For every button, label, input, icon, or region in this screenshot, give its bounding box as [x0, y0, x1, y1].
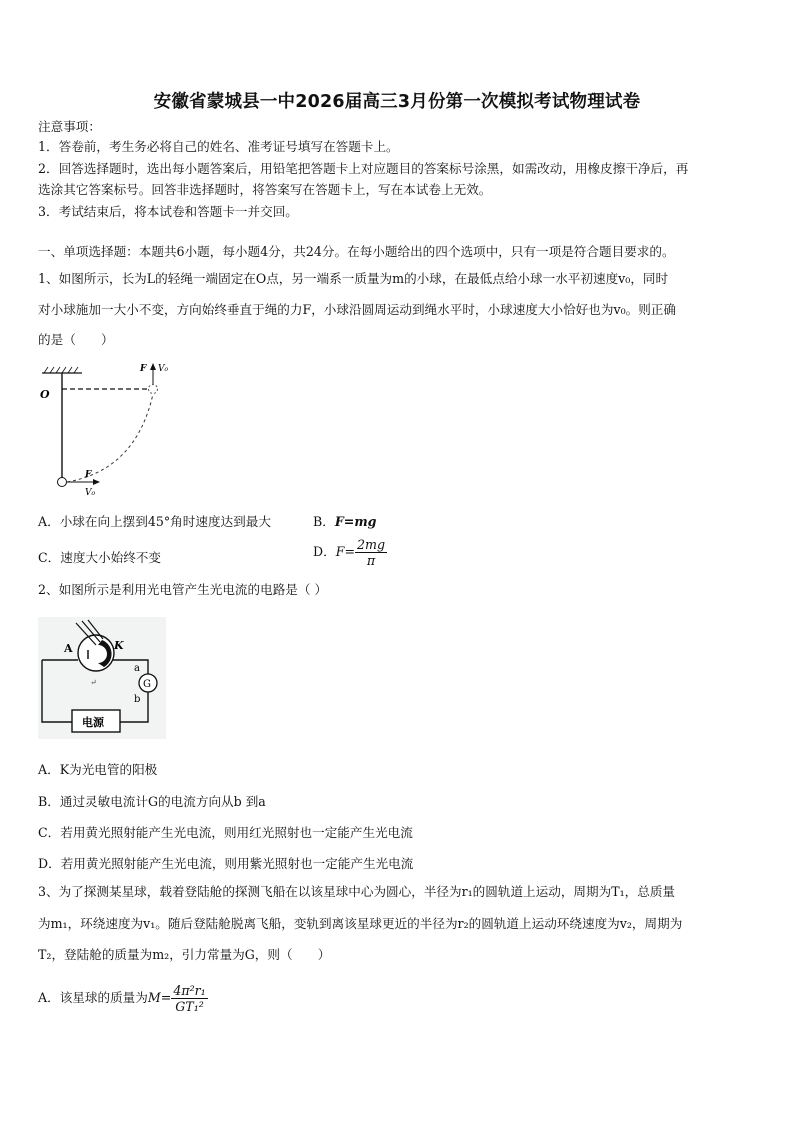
- arrow-right-head: [93, 479, 100, 485]
- q3-stem-line3: T₂，登陆舱的质量为m₂，引力常量为G，则（ ）: [38, 947, 331, 962]
- q1-option-d-fraction: [355, 537, 387, 568]
- q1-option-d-lhs: F=: [335, 544, 355, 559]
- label-power-source: 电源: [82, 716, 104, 729]
- notice-item-2: 2．回答选择题时，选出每小题答案后，用铅笔把答题卡上对应题目的答案标号涂黑，如需改动，用橡皮擦干净后，再: [38, 161, 689, 176]
- q1-option-d-numerator: 2mg: [357, 537, 386, 552]
- trajectory-arc: [67, 394, 153, 482]
- ball-bottom: [58, 478, 67, 487]
- q3-option-a-text: A．该星球的质量为: [38, 990, 148, 1005]
- q1-option-c[interactable]: C．速度大小始终不变: [38, 550, 161, 565]
- label-f-bottom: F: [85, 470, 92, 480]
- label-v-bottom: V₀: [85, 488, 96, 498]
- q1-option-b-prefix: B．: [313, 514, 335, 529]
- q1-option-d-prefix: D．: [313, 544, 336, 559]
- q3-option-a[interactable]: [38, 983, 208, 1014]
- q1-option-b[interactable]: [313, 511, 376, 530]
- q1-pendulum-figure: [36, 358, 176, 500]
- label-k: K: [114, 639, 124, 652]
- label-o: O: [40, 388, 50, 401]
- q2-option-d[interactable]: D．若用黄光照射能产生光电流，则用紫光照射也一定能产生光电流: [38, 856, 414, 871]
- q1-stem-line3: 的是（ ）: [38, 332, 114, 347]
- page-title: 安徽省蒙城县一中2026届高三3月份第一次模拟考试物理试卷: [153, 92, 641, 112]
- q3-option-a-numerator: 4π²r₁: [173, 983, 206, 998]
- q3-stem-line2: 为m₁，环绕速度为v₁。随后登陆舱脱离飞船，变轨到离该星球更近的半径为r₂的圆轨道上运动环绕速度为v₂，周期为: [38, 916, 683, 931]
- notice-item-1: 1．答卷前，考生务必将自己的姓名、准考证号填写在答题卡上。: [38, 139, 399, 154]
- notice-item-3: 3．考试结束后，将本试卷和答题卡一并交回。: [38, 204, 298, 219]
- section-heading: 一、单项选择题：本题共6小题，每小题4分，共24分。在每小题给出的四个选项中，只有一项是符合题目要求的。: [38, 244, 675, 259]
- ball-top: [149, 385, 158, 394]
- q3-option-a-denominator: GT₁²: [175, 999, 204, 1014]
- q1-option-a[interactable]: A．小球在向上摆到45°角时速度达到最大: [38, 514, 271, 529]
- q1-option-d-denominator: π: [366, 553, 376, 568]
- label-b-small: b: [134, 694, 141, 705]
- q3-option-a-fraction: [171, 983, 207, 1014]
- label-v-top: V₀: [158, 364, 169, 374]
- notice-heading: 注意事项：: [38, 119, 101, 134]
- q1-stem-line1: 1、如图所示，长为L的轻绳一端固定在O点，另一端系一质量为m的小球，在最低点给小球一水平初速度v₀，同时: [38, 271, 669, 286]
- q1-stem-line2: 对小球施加一大小不变，方向始终垂直于绳的力F，小球沿圆周运动到绳水平时，小球速度大小恰好也为v₀。则正确: [38, 302, 676, 317]
- q1-option-d[interactable]: [313, 537, 387, 568]
- q2-option-c[interactable]: C．若用黄光照射能产生光电流，则用红光照射也一定能产生光电流: [38, 825, 413, 840]
- q3-stem-line1: 3、为了探测某星球，载着登陆舱的探测飞船在以该星球中心为圆心，半径为r₁的圆轨道上运动，周期为T₁，总质量: [38, 884, 676, 899]
- label-a-big: A: [64, 642, 73, 655]
- label-a-small: a: [134, 663, 140, 674]
- ceiling-hatch: [44, 367, 78, 373]
- q2-option-a[interactable]: A．K为光电管的阳极: [38, 762, 158, 777]
- arrow-up-head: [150, 363, 156, 370]
- q1-option-b-formula: F=mg: [334, 514, 377, 529]
- notice-item-2-cont: 选涂其它答案标号。回答非选择题时，将答案写在答题卡上，写在本试卷上无效。: [38, 182, 492, 197]
- q2-circuit-figure: [38, 617, 166, 739]
- q2-option-b[interactable]: B．通过灵敏电流计G的电流方向从b 到a: [38, 794, 266, 809]
- q2-stem: 2、如图所示是利用光电管产生光电流的电路是（ ）: [38, 582, 328, 597]
- q3-option-a-lhs: M=: [147, 990, 172, 1005]
- label-f-top: F: [140, 364, 147, 374]
- label-g: G: [143, 679, 151, 690]
- label-return-mark: ↵: [90, 678, 97, 687]
